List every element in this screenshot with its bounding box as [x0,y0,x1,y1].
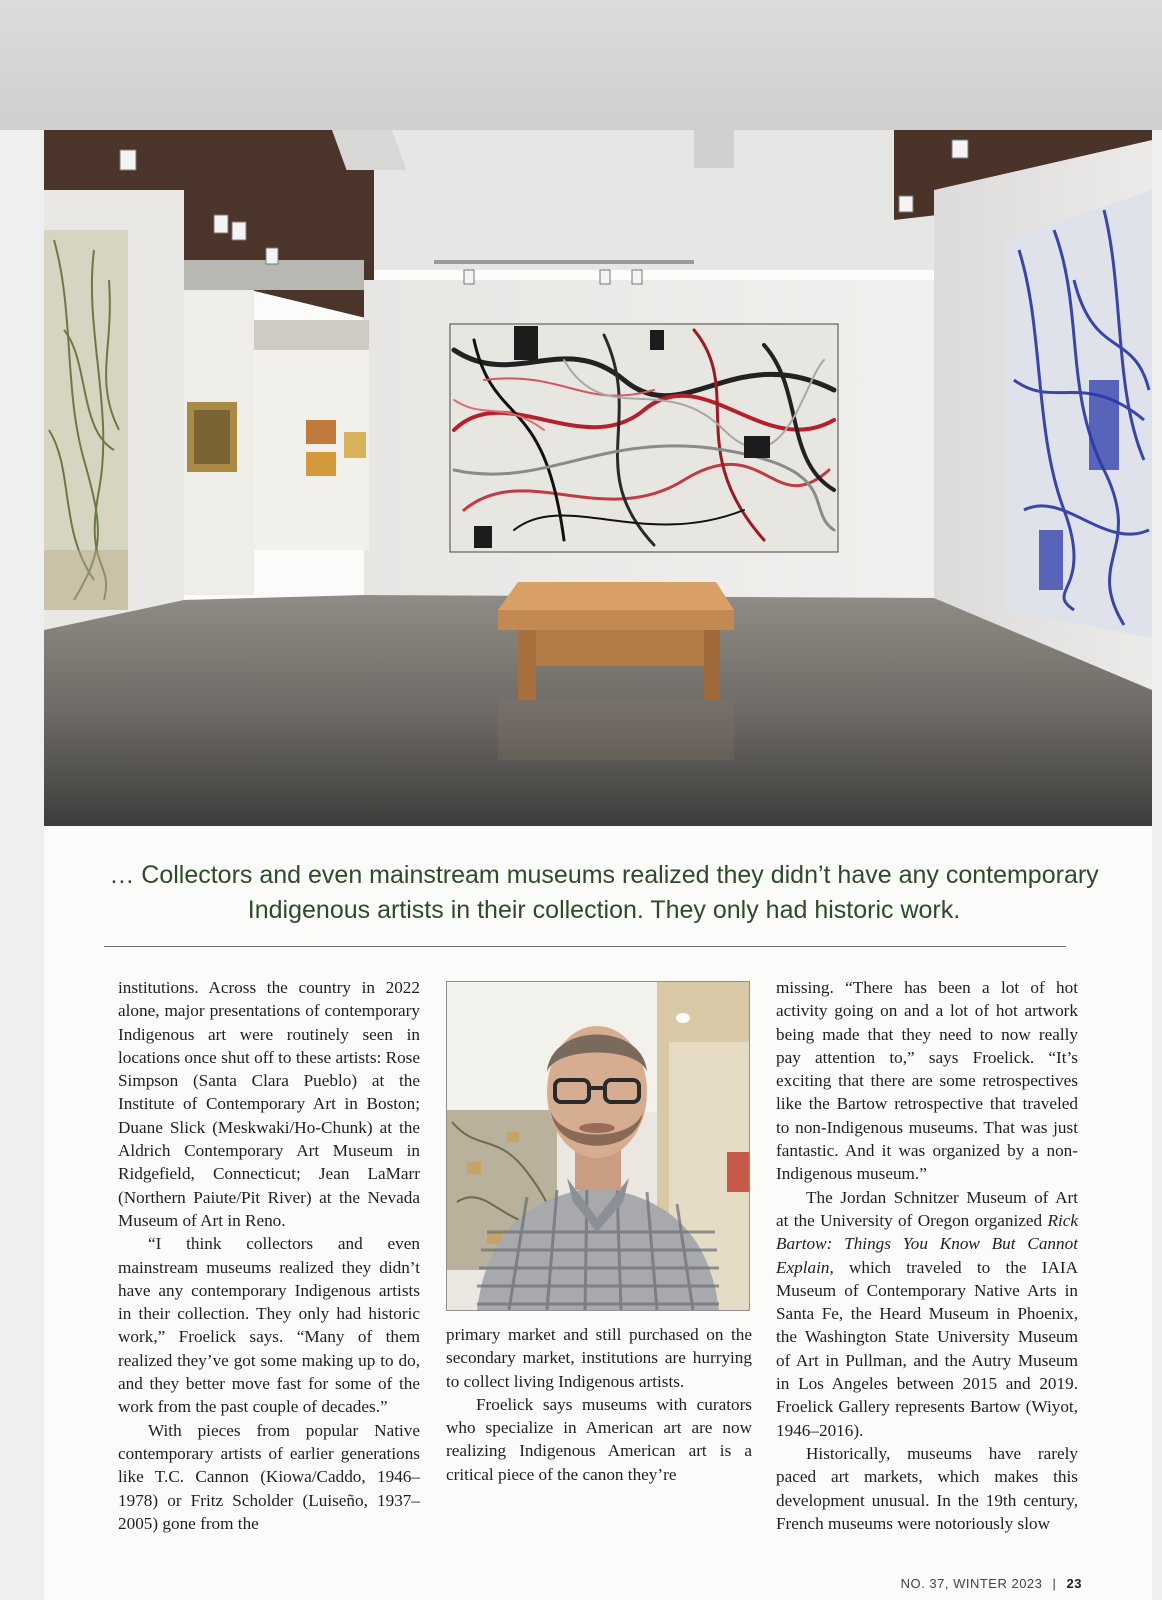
gallery-photo [44,130,1152,826]
issue-label: NO. 37, WINTER 2023 [900,1576,1043,1591]
exhibition-title: Rick Bartow: Things You Know But Cannot Explain [776,1210,1078,1277]
paragraph-text: The Jordan Schnitzer Museum of Art at the University of Oregon organized [776,1187,1078,1230]
article-paragraph: With pieces from popular Native contemporary artists of earlier generations like T.C. Cannon (Kiowa/Caddo, 1946–1978) or Fritz Scholder (Luiseño, 1937–2005) gone from the [118,1420,420,1533]
article-column-1 [118,976,420,1535]
article-paragraph: institutions. Across the country in 2022 alone, major presentations of contemporary Indigenous art were routinely seen in locations once shut off to these artists: Rose Simpson (Santa Clara Pueblo) at the Institute of Contemporary Art in Boston; Duane Slick (Meskwaki/Ho-Chunk) at the Aldrich Contemporary Art Museum in Ridgefield, Connecticut; Jean LaMarr (Northern Paiute/Pit River) at the Nevada Museum of Art in Reno. [118,978,420,1230]
page-footer [892,1576,1082,1591]
article-paragraph: “I think collectors and even mainstream museums realized they didn’t have any contemporary Indigenous artists in their collection. They only had historic work,” Froelick says. “Many of them realized they’ve got some making up to do, and they better move fast for some of the work from the past couple of decades.” [118,1234,420,1417]
article-paragraph [776,1186,1078,1442]
article-column-3 [776,976,1078,1535]
article-paragraph: Froelick says museums with curators who specialize in American art are now realizing Indigenous American art is a critical piece of the canon they’re [446,1394,752,1484]
article-paragraph: Historically, museums have rarely paced art markets, which makes this development unusual. In the 19th century, French museums were notoriously slow [776,1443,1078,1533]
scan-top-margin [0,0,1162,130]
article-paragraph: primary market and still purchased on the secondary market, institutions are hurrying to collect living Indigenous artists. [446,1325,752,1391]
paragraph-text: , which traveled to the IAIA Museum of Contemporary Native Arts in Santa Fe, the Heard Museum in Phoenix, the Washington State University Museum of Art in Pullman, and the Autry Museum in Los Angeles between 2015 and 2019. Froelick Gallery represents Bartow (Wiyot, 1946–2016). [776,1257,1078,1440]
pull-quote: … Collectors and even mainstream museums realized they didn’t have any contemporary Indigenous artists in their collection. They only had historic work. [109,861,1099,924]
portrait-photo [446,981,750,1311]
footer-separator: | [1052,1576,1057,1591]
article-column-2 [446,1323,752,1486]
pull-quote-divider [104,946,1066,947]
article-paragraph: missing. “There has been a lot of hot activity going on and a lot of hot artwork being made that they need to now really pay attention to,” says Froelick. “It’s exciting that there are some retrospectives like the Bartow retrospective that traveled to non-Indigenous museums. That was just fantastic. And it was organized by a non-Indigenous museum.” [776,978,1078,1184]
page-number: 23 [1066,1576,1082,1591]
